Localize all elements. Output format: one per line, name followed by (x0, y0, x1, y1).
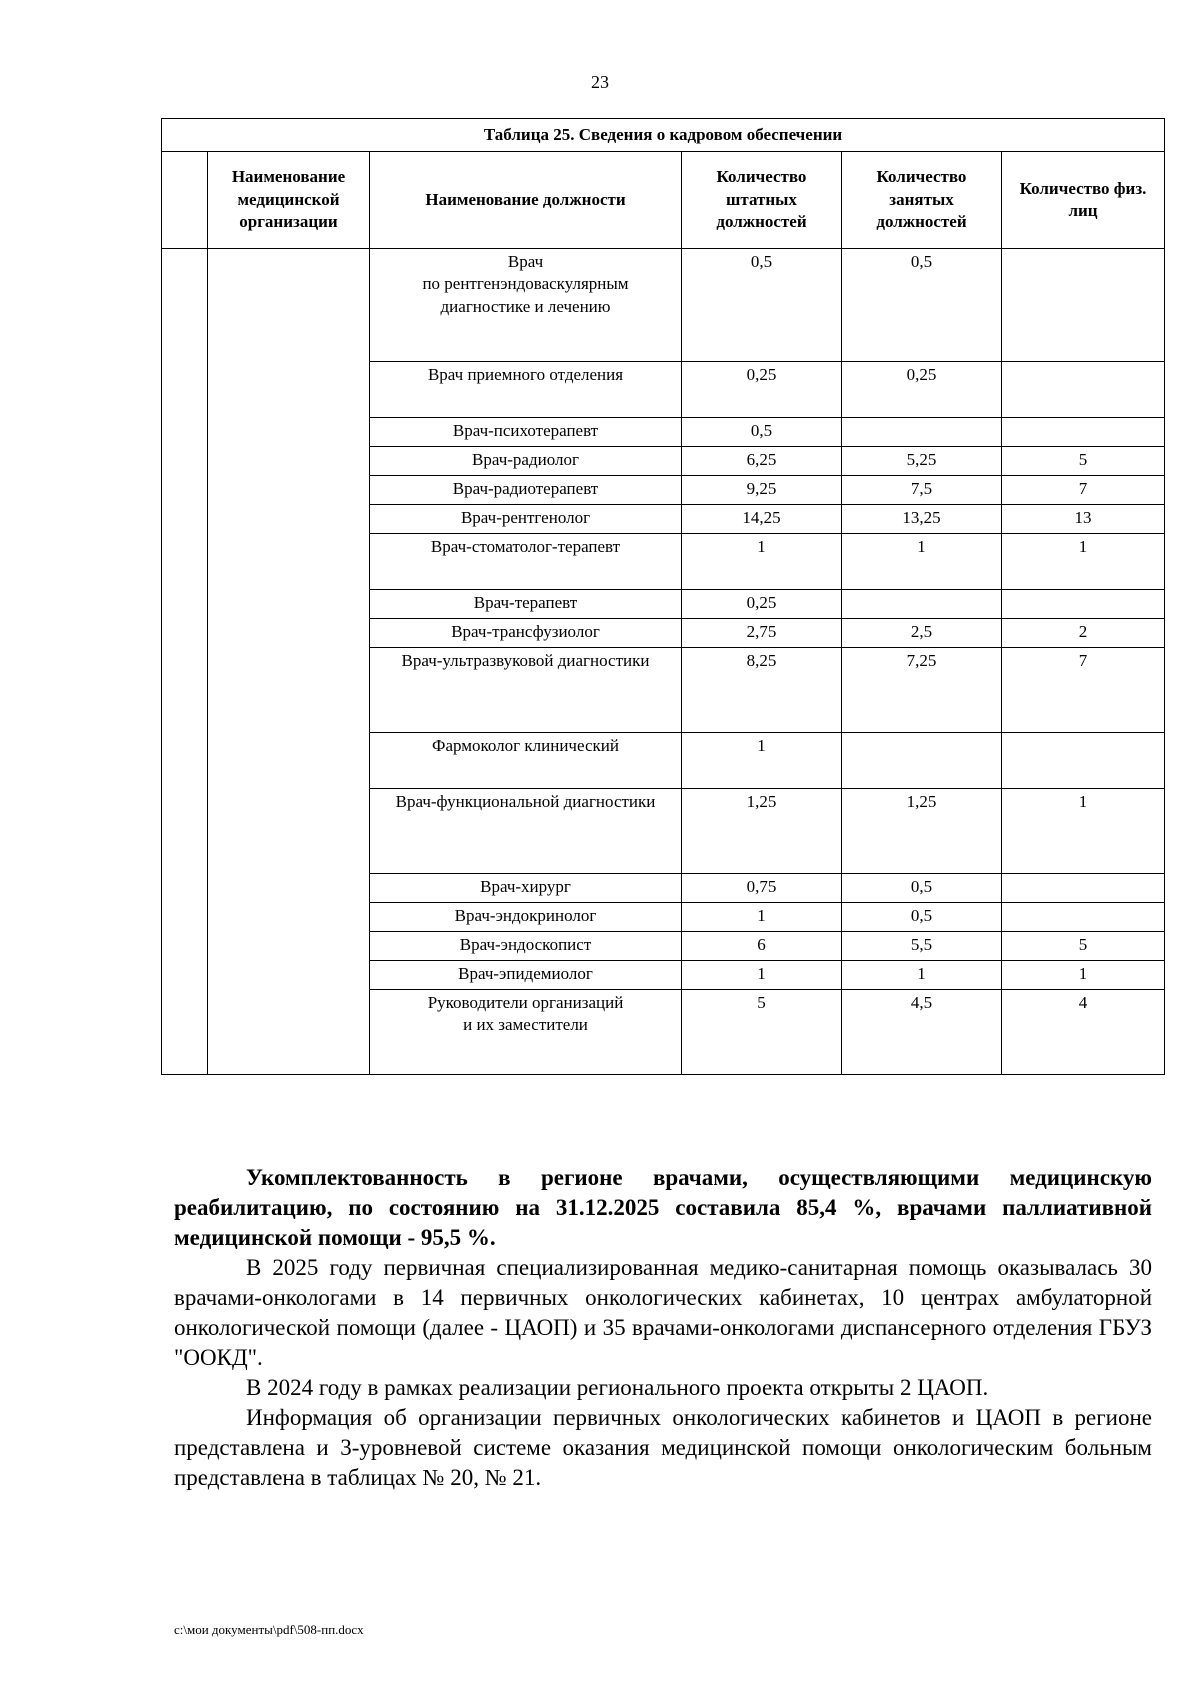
staff-positions-cell: 1,25 (682, 789, 842, 874)
staff-positions-cell: 9,25 (682, 476, 842, 505)
staff-positions-cell: 6 (682, 932, 842, 961)
staff-positions-cell: 0,5 (682, 418, 842, 447)
position-cell: Врач-терапевт (370, 590, 682, 619)
occupied-positions-cell: 0,5 (842, 249, 1002, 362)
header-persons: Количество физ. лиц (1002, 152, 1165, 249)
position-cell: Врач-радиотерапевт (370, 476, 682, 505)
table-header-row (162, 152, 1165, 249)
occupied-positions-cell: 7,25 (842, 648, 1002, 733)
occupied-positions-cell: 1 (842, 534, 1002, 590)
paragraph: Укомплектованность в регионе врачами, осуществляющими медицинскую реабилитацию, по состоянию на 31.12.2025 составила 85,4 %, врачами паллиативной медицинской помощи - 95,5 %. (174, 1165, 1152, 1250)
position-cell: Врач-эпидемиолог (370, 961, 682, 990)
position-cell: Врач-хирург (370, 874, 682, 903)
staff-positions-cell: 0,25 (682, 362, 842, 418)
occupied-positions-cell: 13,25 (842, 505, 1002, 534)
position-cell: Врач-трансфузиолог (370, 619, 682, 648)
position-cell: Фармоколог клинический (370, 733, 682, 789)
body-text (174, 1163, 1152, 1493)
persons-cell: 5 (1002, 932, 1165, 961)
header-staff-positions: Количество штатных должностей (682, 152, 842, 249)
persons-cell (1002, 903, 1165, 932)
staff-positions-cell: 0,75 (682, 874, 842, 903)
occupied-positions-cell: 0,25 (842, 362, 1002, 418)
paragraph: В 2025 году первичная специализированная медико-санитарная помощь оказывалась 30 врачами-онкологами в 14 первичных онкологических кабинетах, 10 центрах амбулаторной онкологической помощи (далее - ЦАОП) и 35 врачами-онкологами диспансерного отделения ГБУЗ "ООКД". (174, 1255, 1152, 1370)
persons-cell: 5 (1002, 447, 1165, 476)
occupied-positions-cell (842, 590, 1002, 619)
persons-cell (1002, 874, 1165, 903)
table-caption: Таблица 25. Сведения о кадровом обеспечении (162, 119, 1165, 152)
staff-positions-cell: 0,25 (682, 590, 842, 619)
table-body (162, 249, 1165, 1075)
position-cell: Врач по рентгенэндоваскулярным диагностике и лечению (370, 249, 682, 362)
staff-positions-cell: 1 (682, 733, 842, 789)
staff-positions-cell: 8,25 (682, 648, 842, 733)
staff-positions-cell: 1 (682, 534, 842, 590)
position-cell: Врач-ультразвуковой диагностики (370, 648, 682, 733)
persons-cell (1002, 418, 1165, 447)
position-cell: Врач-психотерапевт (370, 418, 682, 447)
header-position: Наименование должности (370, 152, 682, 249)
staff-positions-cell: 1 (682, 903, 842, 932)
occupied-positions-cell: 0,5 (842, 903, 1002, 932)
occupied-positions-cell: 5,5 (842, 932, 1002, 961)
header-organization: Наименование медицинской организации (208, 152, 370, 249)
occupied-positions-cell: 0,5 (842, 874, 1002, 903)
occupied-positions-cell (842, 733, 1002, 789)
occupied-positions-cell: 2,5 (842, 619, 1002, 648)
header-empty (162, 152, 208, 249)
persons-cell: 1 (1002, 789, 1165, 874)
persons-cell (1002, 362, 1165, 418)
occupied-positions-cell: 1,25 (842, 789, 1002, 874)
occupied-positions-cell: 7,5 (842, 476, 1002, 505)
number-cell (162, 249, 208, 1075)
position-cell: Врач-рентгенолог (370, 505, 682, 534)
position-cell: Врач-эндокринолог (370, 903, 682, 932)
position-cell: Руководители организаций и их заместители (370, 990, 682, 1075)
occupied-positions-cell: 1 (842, 961, 1002, 990)
staff-positions-cell: 14,25 (682, 505, 842, 534)
organization-cell (208, 249, 370, 1075)
header-occupied-positions: Количество занятых должностей (842, 152, 1002, 249)
table-row (162, 249, 1165, 362)
persons-cell: 1 (1002, 961, 1165, 990)
persons-cell (1002, 249, 1165, 362)
persons-cell: 2 (1002, 619, 1165, 648)
staff-positions-cell: 0,5 (682, 249, 842, 362)
position-cell: Врач-функциональной диагностики (370, 789, 682, 874)
paragraph: Информация об организации первичных онкологических кабинетов и ЦАОП в регионе представлена и 3-уровневой системе оказания медицинской помощи онкологическим больным представлена в таблицах № 20, № 21. (174, 1405, 1152, 1490)
paragraph: В 2024 году в рамках реализации регионального проекта открыты 2 ЦАОП. (246, 1375, 989, 1400)
persons-cell (1002, 733, 1165, 789)
page-number: 23 (591, 72, 609, 92)
staff-positions-cell: 6,25 (682, 447, 842, 476)
persons-cell: 13 (1002, 505, 1165, 534)
occupied-positions-cell: 4,5 (842, 990, 1002, 1075)
staff-positions-cell: 1 (682, 961, 842, 990)
staffing-table (161, 118, 1165, 1075)
persons-cell: 7 (1002, 476, 1165, 505)
position-cell: Врач-стоматолог-терапевт (370, 534, 682, 590)
persons-cell (1002, 590, 1165, 619)
occupied-positions-cell (842, 418, 1002, 447)
persons-cell: 4 (1002, 990, 1165, 1075)
persons-cell: 7 (1002, 648, 1165, 733)
persons-cell: 1 (1002, 534, 1165, 590)
position-cell: Врач-радиолог (370, 447, 682, 476)
footer-file-path: c:\мои документы\pdf\508-пп.docx (174, 1622, 364, 1637)
position-cell: Врач-эндоскопист (370, 932, 682, 961)
staff-positions-cell: 2,75 (682, 619, 842, 648)
position-cell: Врач приемного отделения (370, 362, 682, 418)
occupied-positions-cell: 5,25 (842, 447, 1002, 476)
staff-positions-cell: 5 (682, 990, 842, 1075)
